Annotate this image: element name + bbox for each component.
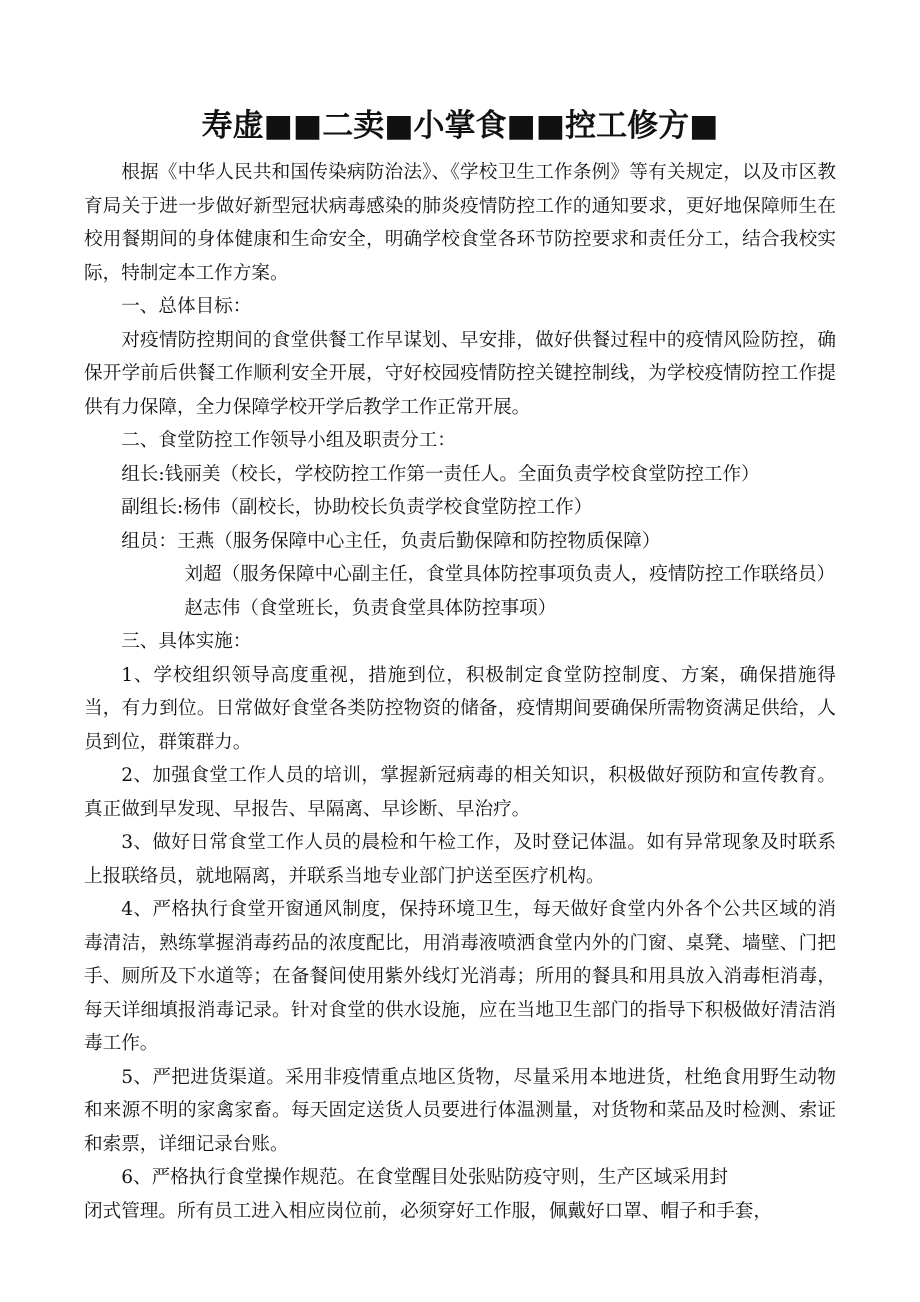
section-heading-implementation: 三、具体实施： bbox=[121, 631, 252, 652]
implementation-item-1: 1、学校组织领导高度重视，措施到位，积极制定食堂防控制度、方案，确保措施得当，有力到位。日常做好食堂各类防控物资的储备，疫情期间要确保所需物资满足供给，人员到位，群策群力。 bbox=[84, 664, 836, 753]
implementation-item-6: 6、严格执行食堂操作规范。在食堂醒目处张贴防疫守则，生产区域采用封 bbox=[121, 1167, 729, 1188]
member-line: 组员：王燕（服务保障中心主任，负责后勤保障和防控物质保障） bbox=[121, 530, 661, 552]
member-line-zhaozhiwei: 赵志伟（食堂班长，负责食堂具体防控事项） bbox=[184, 597, 557, 619]
implementation-item-6-continued: 闭式管理。所有员工进入相应岗位前，必须穿好工作服，佩戴好口罩、帽子和手套， bbox=[84, 1200, 772, 1222]
deputy-leader-line: 副组长:杨伟（副校长，协助校长负责学校食堂防控工作） bbox=[121, 497, 593, 518]
implementation-item-4: 4、严格执行食堂开窗通风制度，保持环境卫生，每天做好食堂内外各个公共区域的消毒清洁，熟练掌握消毒药品的浓度配比，用消毒液喷洒食堂内外的门窗、桌凳、墙壁、门把手、厕所及下水道等；在备餐间使用紫外线灯光消毒；所用的餐具和用具放入消毒柜消毒，每天详细填报消毒记录。针对食堂的供水设施，应在当地卫生部门的指导下积极做好清洁消毒工作。 bbox=[84, 899, 836, 1054]
document-title: 寿虚■■二卖■小掌食■■控工修方■ bbox=[201, 108, 719, 144]
document-body bbox=[84, 156, 836, 1228]
member-line-liuchao: 刘超（服务保障中心副主任，食堂具体防控事项负责人，疫情防控工作联络员） bbox=[184, 564, 836, 585]
implementation-item-2: 2、加强食堂工作人员的培训，掌握新冠病毒的相关知识，积极做好预防和宣传教育。真正做到早发现、早报告、早隔离、早诊断、早治疗。 bbox=[84, 765, 836, 820]
section-heading-leadership: 二、食堂防控工作领导小组及职责分工： bbox=[121, 430, 456, 451]
leader-line: 组长:钱丽美（校长，学校防控工作第一责任人。全面负责学校食堂防控工作） bbox=[121, 463, 760, 485]
section-heading-goals: 一、总体目标： bbox=[121, 296, 252, 317]
implementation-item-5: 5、严把进货渠道。采用非疫情重点地区货物，尽量采用本地进货，杜绝食用野生动物和来源不明的家禽家畜。每天固定送货人员要进行体温测量，对货物和菜品及时检测、索证和索票，详细记录台账。 bbox=[84, 1066, 836, 1155]
intro-paragraph: 根据《中华人民共和国传染病防治法》、《学校卫生工作条例》等有关规定，以及市区教育局关于进一步做好新型冠状病毒感染的肺炎疫情防控工作的通知要求，更好地保障师生在校用餐期间的身体健康和生命安全，明确学校食堂各环节防控要求和责任分工，结合我校实际，特制定本工作方案。 bbox=[84, 162, 836, 284]
implementation-item-3: 3、做好日常食堂工作人员的晨检和午检工作，及时登记体温。如有异常现象及时联系上报联络员，就地隔离，并联系当地专业部门护送至医疗机构。 bbox=[84, 832, 836, 887]
goals-paragraph: 对疫情防控期间的食堂供餐工作早谋划、早安排，做好供餐过程中的疫情风险防控，确保开学前后供餐工作顺利安全开展，守好校园疫情防控关键控制线，为学校疫情防控工作提供有力保障，全力保障学校开学后教学工作正常开展。 bbox=[84, 329, 836, 418]
